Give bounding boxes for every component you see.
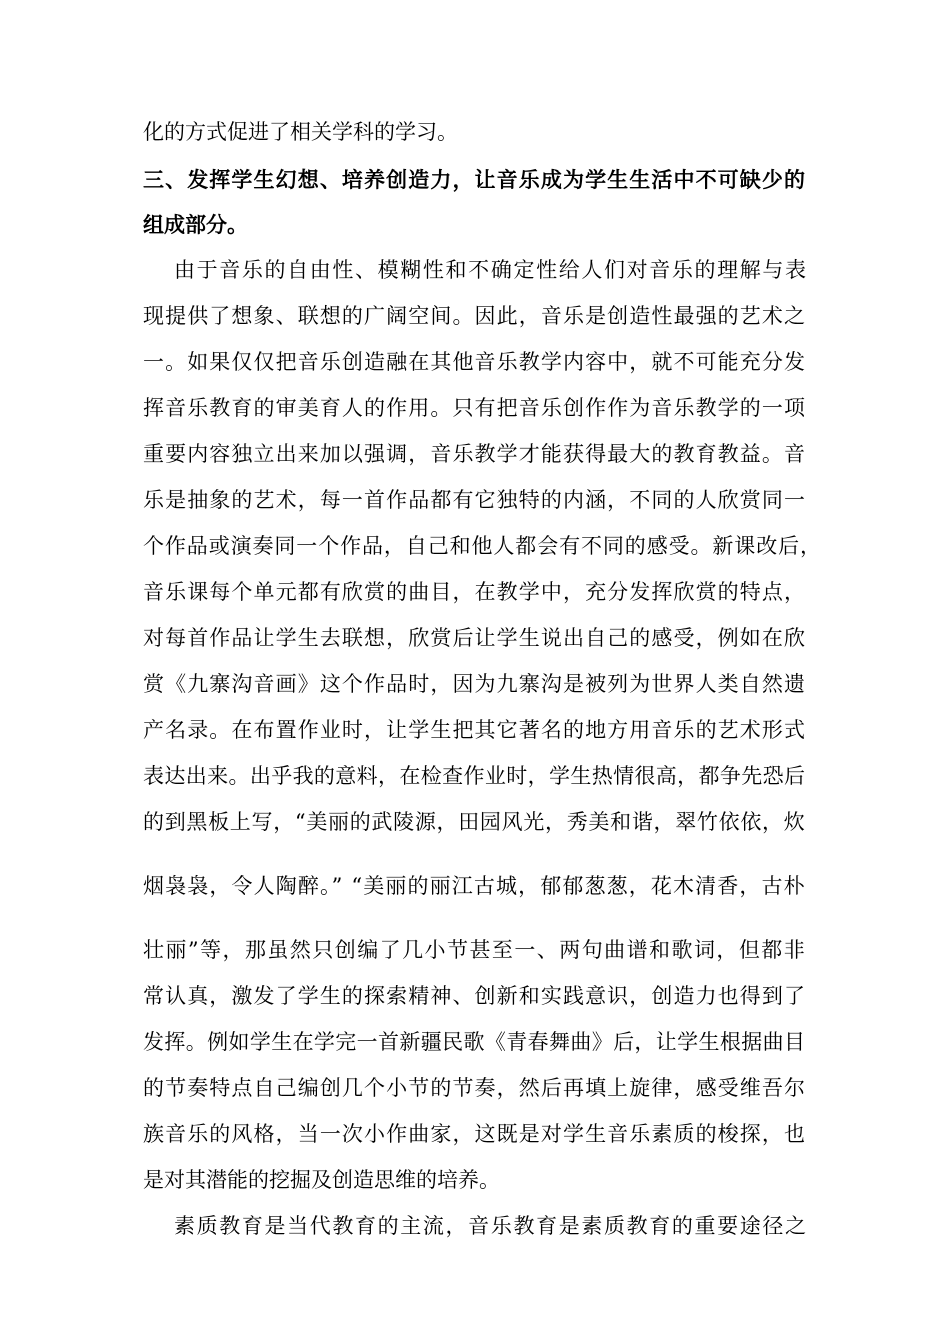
paragraph-line: 素质教育是当代教育的主流，音乐教育是素质教育的重要途径之 [174, 1214, 808, 1238]
paragraph-line: 发挥。例如学生在学完一首新疆民歌《青春舞曲》后，让学生根据曲目 [143, 1030, 806, 1054]
paragraph-line: 乐是抽象的艺术，每一首作品都有它独特的内涵，不同的人欣赏同一 [143, 488, 807, 512]
paragraph-line: 产名录。在布置作业时，让学生把其它著名的地方用音乐的艺术形式 [143, 718, 807, 742]
paragraph-line: 的节奏特点自己编创几个小节的节奏，然后再填上旋律，感受维吾尔 [143, 1076, 807, 1100]
paragraph-line: 重要内容独立出来加以强调，音乐教学才能获得最大的教育教益。音 [143, 442, 807, 466]
paragraph-line: 族音乐的风格，当一次小作曲家，这既是对学生音乐素质的梭探，也 [143, 1122, 807, 1146]
paragraph-line: 音乐课每个单元都有欣赏的曲目，在教学中，充分发挥欣赏的特点， [143, 580, 807, 604]
paragraph-line: 现提供了想象、联想的广阔空间。因此，音乐是创造性最强的艺术之 [143, 304, 807, 328]
paragraph-line: 烟袅袅，令人陶醉。” “美丽的丽江古城，郁郁葱葱，花木清香，古朴 [143, 874, 806, 898]
paragraph-line: 赏《九寨沟音画》这个作品时，因为九寨沟是被列为世界人类自然遗 [143, 672, 807, 696]
section-heading-line: 三、发挥学生幻想、培养创造力，让音乐成为学生生活中不可缺少的 [143, 167, 807, 192]
paragraph-line: 壮丽”等，那虽然只创编了几小节甚至一、两句曲谱和歌词，但都非 [143, 938, 807, 962]
paragraph-line: 对每首作品让学生去联想，欣赏后让学生说出自己的感受，例如在欣 [143, 626, 807, 650]
paragraph-line: 化的方式促进了相关学科的学习。 [143, 120, 458, 144]
paragraph-line: 常认真，激发了学生的探索精神、创新和实践意识，创造力也得到了 [143, 984, 807, 1008]
paragraph-line: 个作品或演奏同一个作品，自己和他人都会有不同的感受。新课改后， [143, 534, 822, 558]
section-heading-line: 组成部分。 [143, 212, 248, 237]
paragraph-line: 的到黑板上写，“美丽的武陵源，田园风光，秀美和谐，翠竹依依，炊 [143, 810, 806, 834]
paragraph-line: 挥音乐教育的审美育人的作用。只有把音乐创作作为音乐教学的一项 [143, 396, 807, 420]
paragraph-line: 由于音乐的自由性、模糊性和不确定性给人们对音乐的理解与表 [174, 258, 808, 282]
paragraph-line: 一。如果仅仅把音乐创造融在其他音乐教学内容中，就不可能充分发 [143, 350, 807, 374]
paragraph-line: 表达出来。出乎我的意料，在检查作业时，学生热情很高，都争先恐后 [143, 764, 806, 788]
paragraph-line: 是对其潜能的挖掘及创造思维的培养。 [143, 1168, 500, 1192]
